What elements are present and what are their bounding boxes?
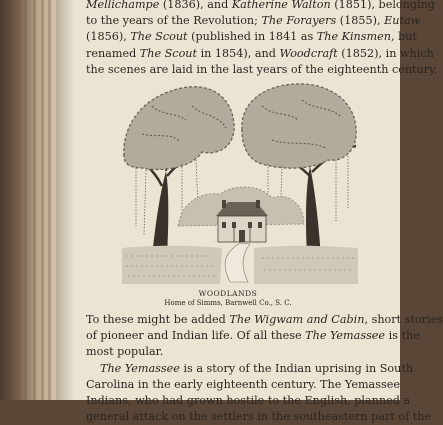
text-line: to the years of the Revolution; The Forayers (1855), Eutaw — [86, 14, 421, 28]
text-line: general attack on the settlers in the southeastern part of the — [86, 410, 432, 424]
book-page-edges — [0, 0, 60, 400]
text-line: Carolina in the early eighteenth century. The Yemassee — [86, 377, 400, 391]
text-line: most popular. — [86, 345, 164, 359]
text-line: renamed The Scout in 1854), and Woodcraft (1852), in which — [86, 46, 434, 60]
page-edge-line — [41, 0, 44, 400]
book-page — [56, 0, 443, 424]
text-line: Indians, who had grown hostile to the English, planned a — [86, 393, 411, 407]
page-edge-line — [24, 0, 27, 400]
gutter-shadow — [56, 0, 74, 400]
text-line: The Yemassee is a story of the Indian uprising in South — [100, 361, 414, 375]
page-edge-line — [48, 0, 51, 400]
top-paragraph — [86, 0, 438, 78]
bottom-paragraphs — [86, 312, 443, 425]
figure-caption-subtitle: Home of Simms, Barnwell Co., S. C. — [164, 299, 292, 307]
woodlands-engraving — [122, 76, 358, 284]
text-line: Mellichampe (1836), and Katherine Walton (1851), belonging — [86, 0, 435, 11]
text-line: of pioneer and Indian life. Of all these The Yemassee is the — [86, 329, 420, 343]
figure-caption-title: WOODLANDS — [198, 289, 258, 298]
text-line: (1856), The Scout (published in 1841 as The Kinsmen, but — [86, 30, 417, 44]
text-line: the scenes are laid in the last years of the eighteenth century. — [86, 62, 438, 76]
driveway — [225, 243, 250, 282]
page-edge-line — [33, 0, 36, 400]
text-line: To these might be added The Wigwam and Cabin, short stories — [86, 313, 443, 326]
page-edge-line — [14, 0, 17, 400]
